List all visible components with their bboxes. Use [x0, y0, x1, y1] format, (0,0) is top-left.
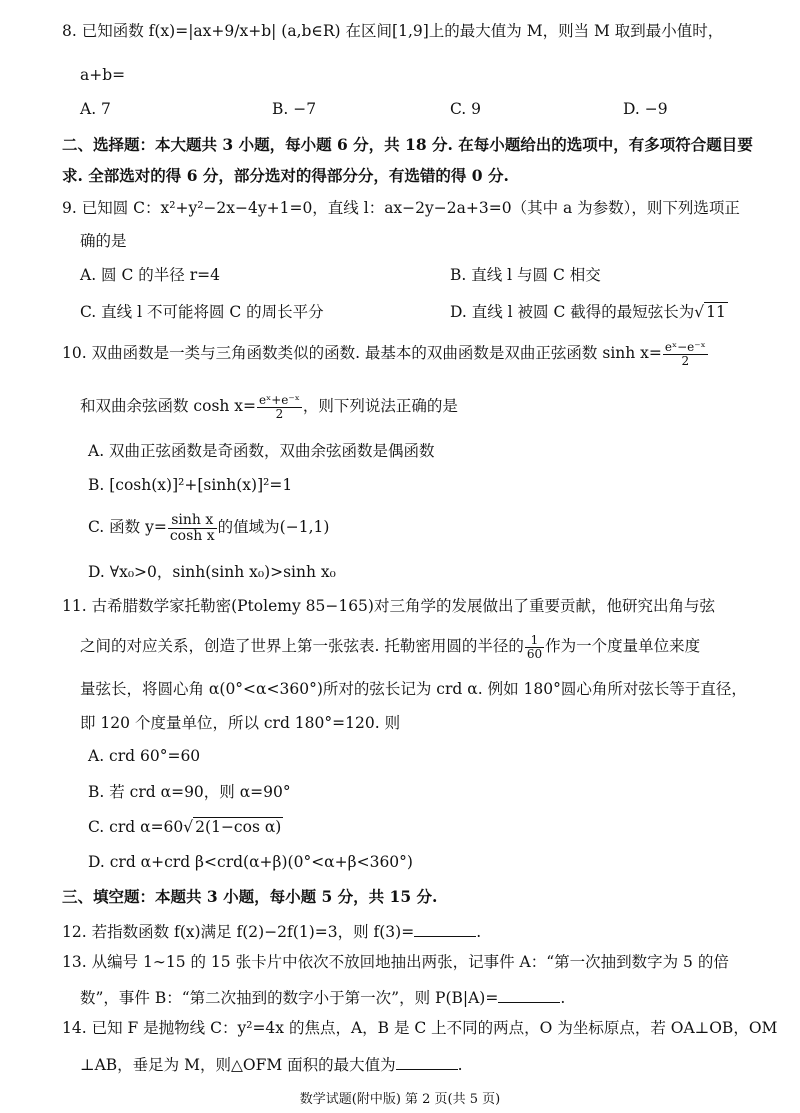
- q8-stem-cont: a+b=: [80, 66, 126, 84]
- q10-option-a: A. 双曲正弦函数是奇函数，双曲余弦函数是偶函数: [88, 442, 435, 460]
- q8-option-d: D. −9: [623, 100, 668, 118]
- q8-option-a: A. 7: [80, 100, 111, 118]
- one-sixtieth-fraction: $\frac{1}{60}$: [526, 632, 543, 661]
- q11-stem-3: 量弦长，将圆心角 α(0°<α<360°)所对的弦长记为 crd α. 例如 180°圆心角所对弦长等于直径，: [80, 680, 747, 698]
- q10-option-b: B. [cosh(x)]²+[sinh(x)]²=1: [88, 476, 293, 494]
- q11-option-d: D. crd α+crd β<crd(α+β)(0°<α+β<360°): [88, 853, 413, 871]
- q11-option-a: A. crd 60°=60: [88, 747, 201, 765]
- q14-answer-blank[interactable]: [396, 1055, 458, 1070]
- q9-stem: 9. 已知圆 C：x²+y²−2x−4y+1=0，直线 l：ax−2y−2a+3=0（其中 a 为参数），则下列选项正: [62, 199, 740, 217]
- page-footer: 数学试题(附中版) 第 2 页(共 5 页): [299, 1092, 501, 1107]
- cosh-fraction: $\frac{\text{eˣ+e⁻ˣ}}{2}$: [259, 392, 300, 421]
- q11-option-c: C. crd α=60√ 2(1−cos α): [88, 818, 282, 836]
- q13-stem-cont: 数”，事件 B：“第二次抽到的数字小于第一次”，则 P(B|A)= .: [80, 989, 566, 1007]
- q14-stem: 14. 已知 F 是抛物线 C：y²=4x 的焦点，A，B 是 C 上不同的两点，O 为坐标原点，若 OA⊥OB，OM: [62, 1019, 778, 1037]
- q12-answer-blank[interactable]: [414, 922, 476, 937]
- q10-option-d: D. ∀x₀>0，sinh(sinh x₀)>sinh x₀: [88, 563, 336, 581]
- q12-stem: 12. 若指数函数 f(x)满足 f(2)−2f(1)=3，则 f(3)= .: [62, 923, 482, 941]
- q8-stem: 8. 已知函数 f(x)=|ax+9/x+b| (a,b∈R) 在区间[1,9]上的最大值为 M，则当 M 取到最小值时，: [62, 22, 724, 40]
- q9-option-c: C. 直线 l 不可能将圆 C 的周长平分: [80, 303, 324, 321]
- q9-option-a: A. 圆 C 的半径 r=4: [80, 266, 220, 284]
- q10-stem: 10. 双曲函数是一类与三角函数类似的函数. 最基本的双曲函数是双曲正弦函数 sinh x= $\frac{\text{eˣ−e⁻ˣ}}{2}$: [62, 339, 706, 368]
- q10-stem-cont: 和双曲余弦函数 cosh x= $\frac{\text{eˣ+e⁻ˣ}}{2}$ ，则下列说法正确的是: [80, 392, 458, 421]
- q9-option-b: B. 直线 l 与圆 C 相交: [450, 266, 601, 284]
- q13-stem: 13. 从编号 1∼15 的 15 张卡片中依次不放回地抽出两张，记事件 A：“第一次抽到数字为 5 的倍: [62, 953, 729, 971]
- tanh-fraction: $\frac{\text{sinh x}}{\text{cosh x}}$: [169, 511, 215, 544]
- q10-option-c: C. 函数 y= $\frac{\text{sinh x}}{\text{cosh x}}$ 的值域为(−1,1): [88, 511, 330, 544]
- section2-heading-cont: 求. 全部选对的得 6 分，部分选对的得部分分，有选错的得 0 分.: [62, 166, 509, 185]
- q8-option-c: C. 9: [450, 100, 482, 118]
- q9-stem-cont: 确的是: [80, 232, 127, 250]
- sinh-fraction: $\frac{\text{eˣ−e⁻ˣ}}{2}$: [664, 339, 706, 368]
- q11-stem-2: 之间的对应关系，创造了世界上第一张弦表. 托勒密用圆的半径的 $\frac{1}{60}$ 作为一个度量单位来度: [80, 632, 701, 661]
- q9-option-d: D. 直线 l 被圆 C 截得的最短弦长为√ 11: [450, 303, 726, 321]
- section2-heading: 二、选择题：本大题共 3 小题，每小题 6 分，共 18 分. 在每小题给出的选项中，有多项符合题目要: [62, 135, 753, 154]
- q11-option-b: B. 若 crd α=90，则 α=90°: [88, 783, 291, 801]
- q11-c-sqrt: 2(1−cos α): [195, 818, 282, 836]
- q13-answer-blank[interactable]: [498, 988, 560, 1003]
- q9-d-sqrt: 11: [706, 303, 726, 321]
- q14-stem-cont: ⊥AB，垂足为 M，则△OFM 面积的最大值为 .: [80, 1056, 463, 1074]
- q11-stem-4: 即 120 个度量单位，所以 crd 180°=120. 则: [80, 714, 401, 732]
- q8-option-b: B. −7: [272, 100, 317, 118]
- section3-heading: 三、填空题：本题共 3 小题，每小题 5 分，共 15 分.: [62, 887, 438, 906]
- q11-stem: 11. 古希腊数学家托勒密(Ptolemy 85−165)对三角学的发展做出了重要贡献，他研究出角与弦: [62, 597, 715, 615]
